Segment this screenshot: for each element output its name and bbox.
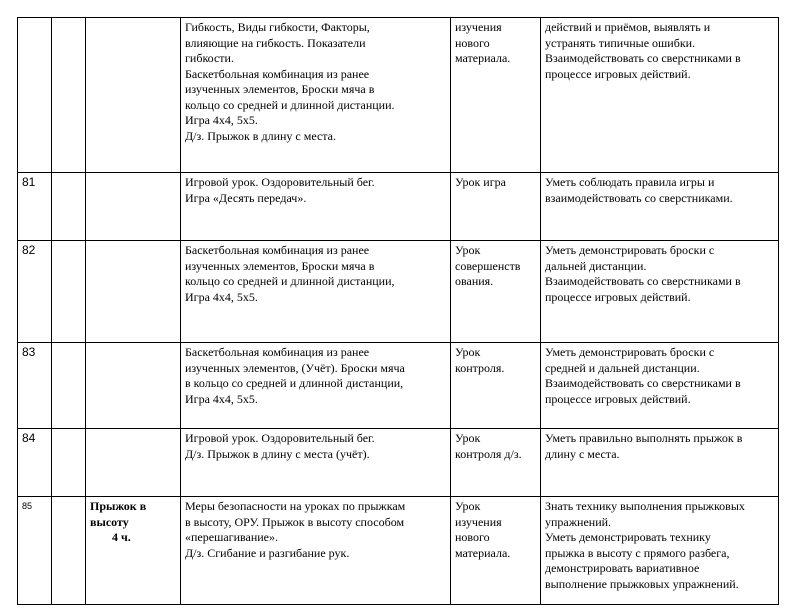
type-line: нового bbox=[455, 35, 490, 50]
result-line: длину с места. bbox=[545, 446, 620, 461]
content-line: Баскетбольная комбинация из ранее bbox=[185, 345, 370, 359]
result-line: выполнение прыжковых упражнений. bbox=[545, 576, 739, 591]
result-line: процессе игровых действий. bbox=[545, 289, 691, 304]
lesson-plan-table bbox=[17, 17, 779, 605]
table-row bbox=[18, 343, 779, 429]
result-line: Уметь соблюдать правила игры и bbox=[545, 175, 715, 189]
topic-line: Прыжок в bbox=[90, 499, 147, 513]
lesson-type-cell bbox=[451, 173, 541, 241]
type-line: контроля д/з. bbox=[455, 446, 522, 461]
result-line: действий и приёмов, выявлять и bbox=[545, 20, 711, 34]
topic-cell bbox=[86, 429, 181, 497]
topic-cell bbox=[86, 343, 181, 429]
type-line: изучения bbox=[455, 514, 502, 529]
type-line: Урок bbox=[455, 431, 481, 445]
result-line: прыжка в высоту с прямого разбега, bbox=[545, 545, 730, 560]
topic-cell bbox=[86, 173, 181, 241]
type-line: совершенств bbox=[455, 258, 521, 273]
content-line: Игра 4х4, 5х5. bbox=[185, 113, 258, 127]
date-cell bbox=[52, 173, 86, 241]
expected-result-cell bbox=[541, 429, 779, 497]
lesson-number-cell: 85 bbox=[18, 497, 52, 605]
content-line: в кольцо со средней и длинной дистанции, bbox=[185, 376, 404, 390]
lesson-number-cell: 82 bbox=[18, 241, 52, 343]
result-line: демонстрировать вариативное bbox=[545, 561, 700, 575]
topic-line: 4 ч. bbox=[112, 530, 131, 544]
lesson-type-cell bbox=[451, 18, 541, 173]
content-line: кольцо со средней и длинной дистанции, bbox=[185, 274, 395, 288]
result-line: дальней дистанции. bbox=[545, 258, 647, 273]
result-line: процессе игровых действий. bbox=[545, 391, 691, 406]
lesson-content-cell bbox=[181, 429, 451, 497]
lesson-content-cell bbox=[181, 173, 451, 241]
expected-result-cell bbox=[541, 241, 779, 343]
content-line: влияющие на гибкость. Показатели bbox=[185, 35, 366, 50]
content-line: Д/з. Прыжок в длину с места. bbox=[185, 128, 337, 143]
result-line: Взаимодействовать со сверстниками в bbox=[545, 376, 741, 390]
type-line: Урок игра bbox=[455, 175, 506, 189]
content-line: кольцо со средней и длинной дистанции. bbox=[185, 97, 395, 112]
type-line: изучения bbox=[455, 20, 502, 34]
expected-result-cell bbox=[541, 497, 779, 605]
content-line: Меры безопасности на уроках по прыжкам bbox=[185, 499, 406, 513]
content-line: Игра 4х4, 5х5. bbox=[185, 289, 258, 304]
content-line: Гибкость, Виды гибкости, Факторы, bbox=[185, 20, 370, 34]
result-line: упражнений. bbox=[545, 514, 612, 529]
result-line: средней и дальней дистанции. bbox=[545, 360, 700, 375]
lesson-type-cell bbox=[451, 343, 541, 429]
result-line: Взаимодействовать со сверстниками в bbox=[545, 274, 741, 288]
expected-result-cell bbox=[541, 18, 779, 173]
expected-result-cell bbox=[541, 343, 779, 429]
date-cell bbox=[52, 497, 86, 605]
content-line: в высоту, ОРУ. Прыжок в высоту способом bbox=[185, 514, 405, 529]
result-line: Уметь демонстрировать броски с bbox=[545, 345, 715, 359]
topic-line: высоту bbox=[90, 514, 129, 529]
type-line: ования. bbox=[455, 274, 494, 288]
content-line: изученных элементов, Броски мяча в bbox=[185, 82, 375, 96]
lesson-number-cell: 84 bbox=[18, 429, 52, 497]
lesson-content-cell bbox=[181, 18, 451, 173]
type-line: Урок bbox=[455, 345, 481, 359]
topic-cell bbox=[86, 497, 181, 605]
type-line: контроля. bbox=[455, 360, 505, 375]
table-row bbox=[18, 241, 779, 343]
table-row bbox=[18, 173, 779, 241]
lesson-content-cell bbox=[181, 497, 451, 605]
lesson-content-cell bbox=[181, 343, 451, 429]
result-line: Знать технику выполнения прыжковых bbox=[545, 499, 745, 513]
topic-cell bbox=[86, 241, 181, 343]
content-line: Баскетбольная комбинация из ранее bbox=[185, 66, 370, 81]
date-cell bbox=[52, 343, 86, 429]
content-line: Игровой урок. Оздоровительный бег. bbox=[185, 431, 375, 445]
lesson-content-cell bbox=[181, 241, 451, 343]
result-line: процессе игровых действий. bbox=[545, 66, 691, 81]
result-line: Взаимодействовать со сверстниками в bbox=[545, 51, 741, 65]
content-line: Игровой урок. Оздоровительный бег. bbox=[185, 175, 375, 189]
content-line: «перешагивание». bbox=[185, 530, 278, 544]
type-line: Урок bbox=[455, 243, 481, 257]
date-cell bbox=[52, 18, 86, 173]
content-line: Игра 4х4, 5х5. bbox=[185, 391, 258, 406]
type-line: материала. bbox=[455, 545, 511, 560]
type-line: материала. bbox=[455, 51, 511, 65]
content-line: Д/з. Прыжок в длину с места (учёт). bbox=[185, 446, 370, 461]
result-line: устранять типичные ошибки. bbox=[545, 35, 696, 50]
result-line: взаимодействовать со сверстниками. bbox=[545, 190, 733, 205]
result-line: Уметь правильно выполнять прыжок в bbox=[545, 431, 743, 445]
content-line: Игра «Десять передач». bbox=[185, 190, 307, 205]
table-row bbox=[18, 429, 779, 497]
lesson-type-cell bbox=[451, 241, 541, 343]
content-line: Баскетбольная комбинация из ранее bbox=[185, 243, 370, 257]
result-line: Уметь демонстрировать технику bbox=[545, 530, 711, 544]
content-line: гибкости. bbox=[185, 51, 234, 65]
table-row bbox=[18, 18, 779, 173]
content-line: изученных элементов, Броски мяча в bbox=[185, 258, 375, 273]
result-line: Уметь демонстрировать броски с bbox=[545, 243, 715, 257]
content-line: изученных элементов, (Учёт). Броски мяча bbox=[185, 360, 405, 375]
type-line: Урок bbox=[455, 499, 481, 513]
type-line: нового bbox=[455, 530, 490, 544]
expected-result-cell bbox=[541, 173, 779, 241]
topic-cell bbox=[86, 18, 181, 173]
date-cell bbox=[52, 429, 86, 497]
date-cell bbox=[52, 241, 86, 343]
lesson-type-cell bbox=[451, 429, 541, 497]
lesson-number-cell: 83 bbox=[18, 343, 52, 429]
table-row bbox=[18, 497, 779, 605]
lesson-type-cell bbox=[451, 497, 541, 605]
lesson-number-cell: 81 bbox=[18, 173, 52, 241]
content-line: Д/з. Сгибание и разгибание рук. bbox=[185, 545, 350, 560]
table-body bbox=[18, 18, 779, 605]
lesson-number-cell bbox=[18, 18, 52, 173]
